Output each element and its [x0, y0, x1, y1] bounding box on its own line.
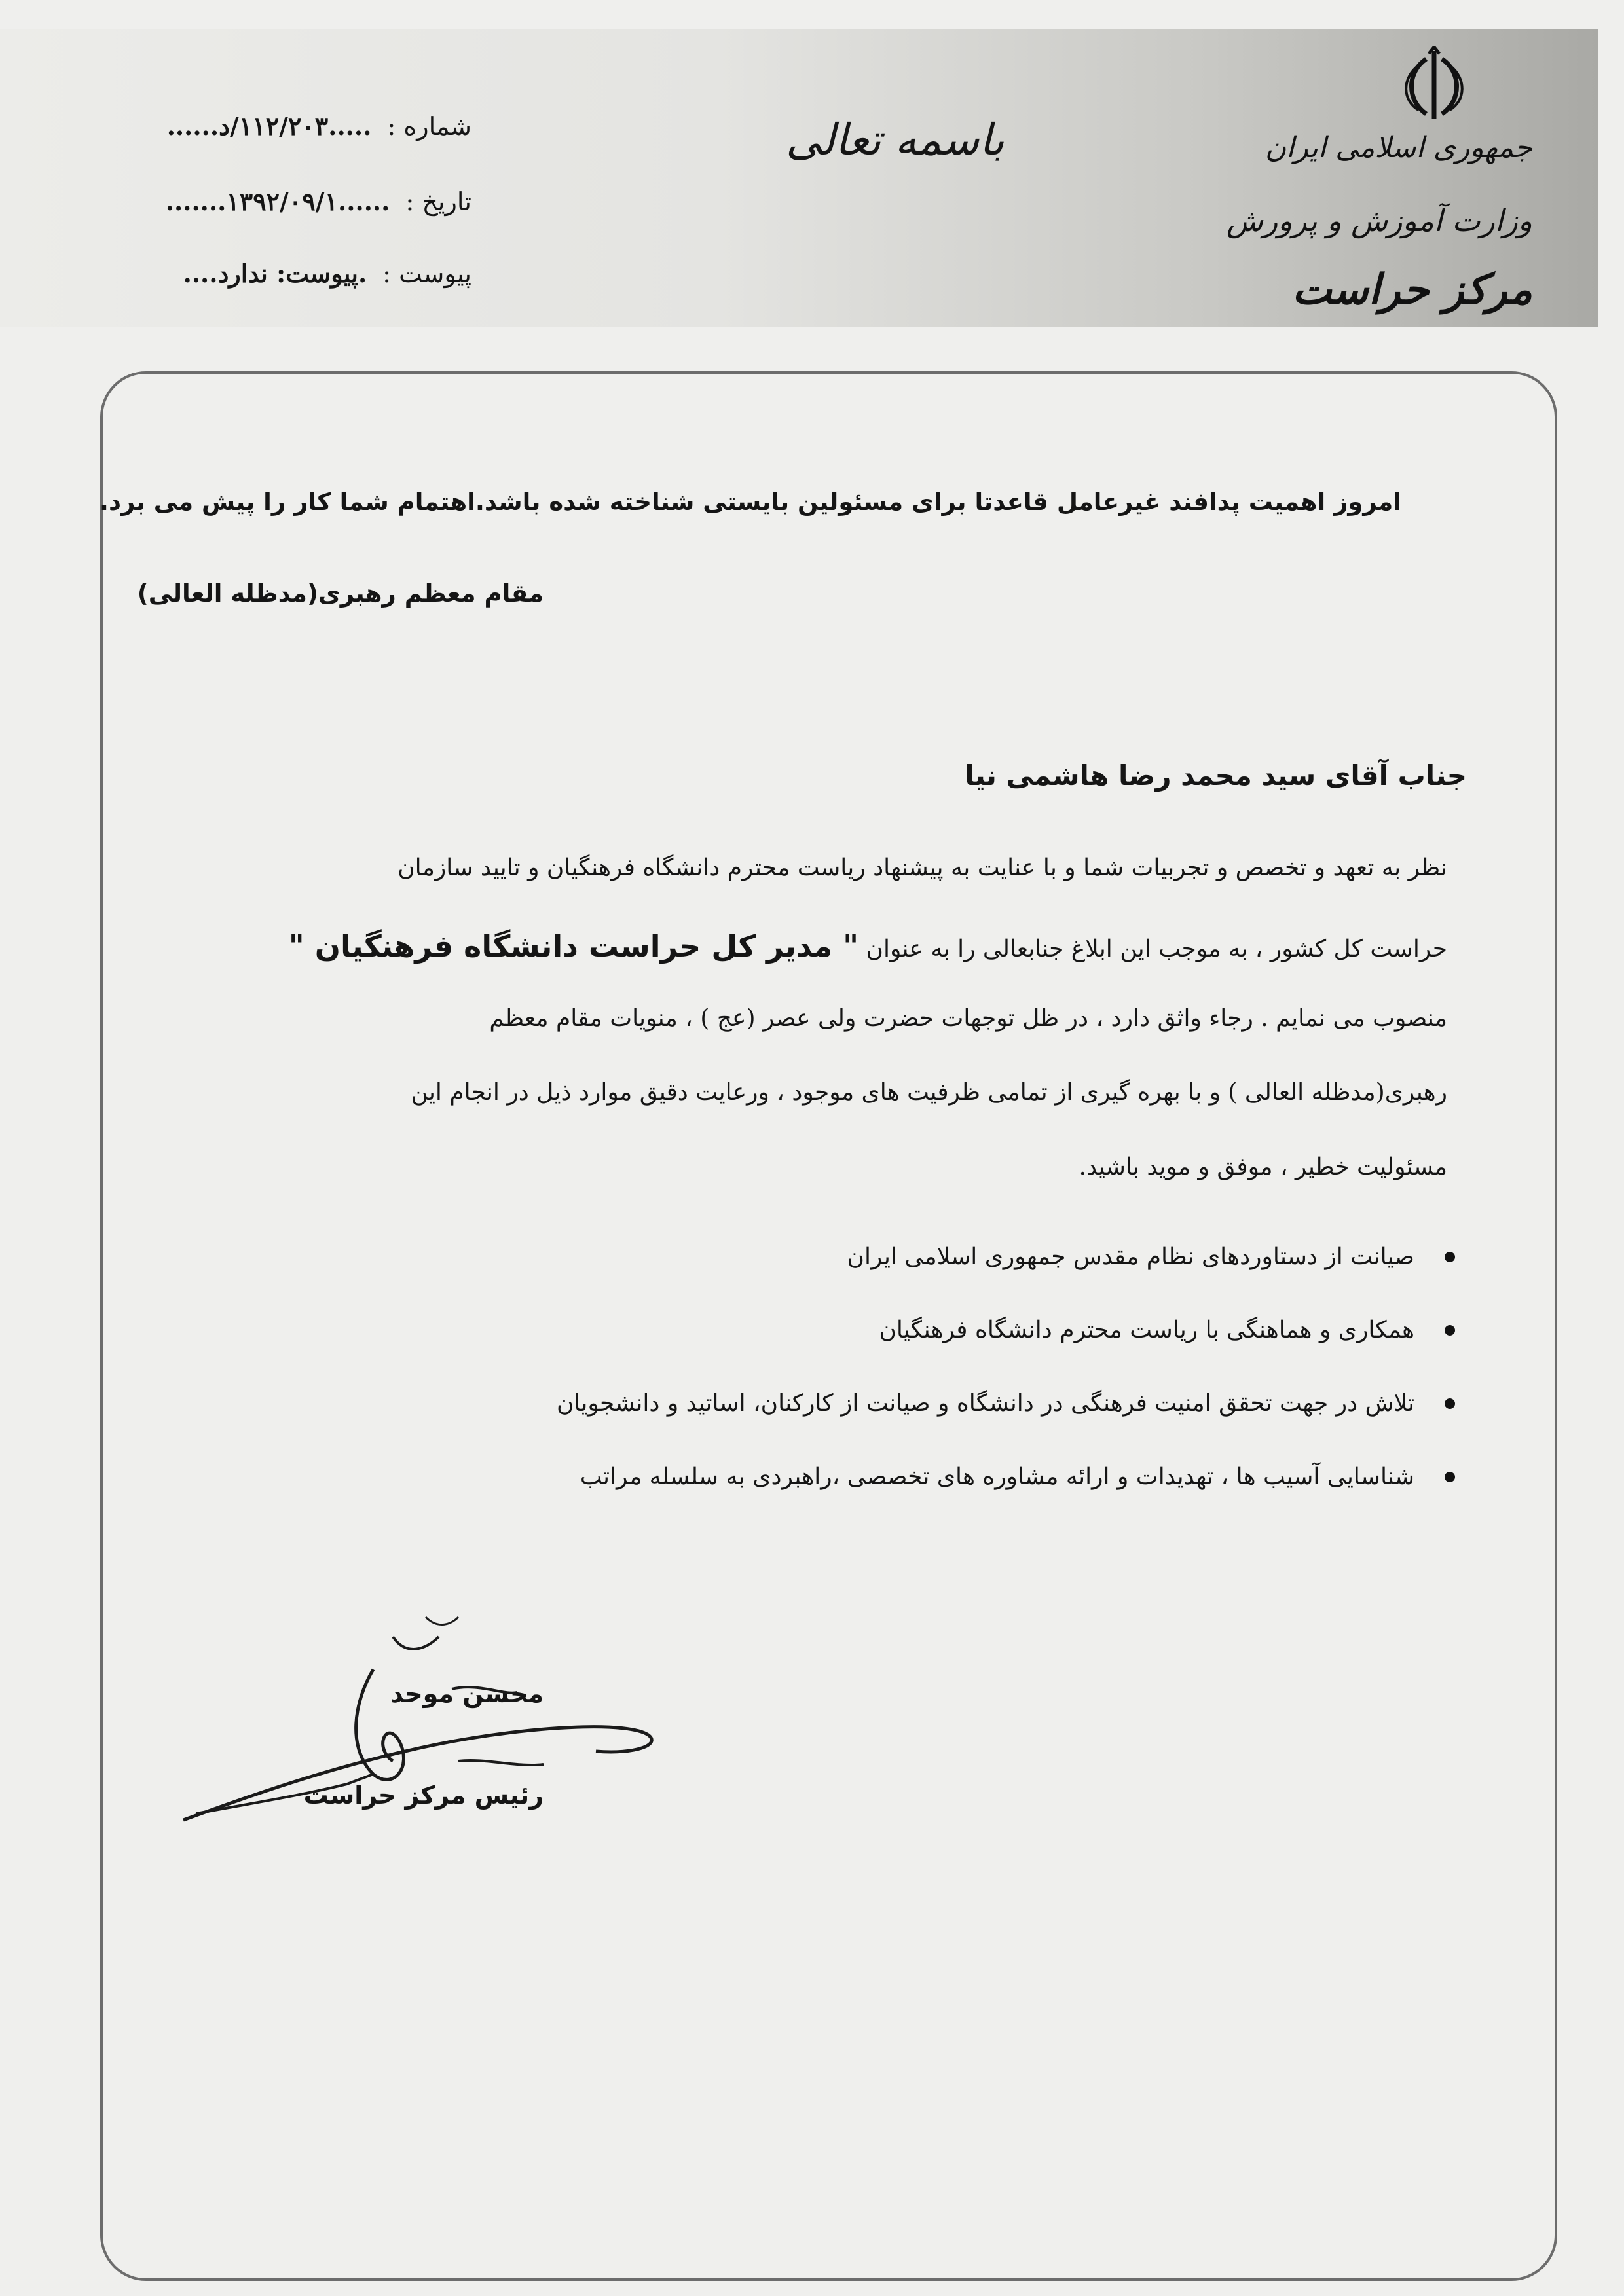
org-republic-name: جمهوری اسلامی ایران	[1264, 131, 1532, 164]
list-item: صیانت از دستاوردهای نظام مقدس جمهوری اسلامی ایران	[301, 1237, 1447, 1311]
paragraph-line	[289, 928, 1447, 964]
quote-source: مقام معظم رهبری(مدظله العالی)	[137, 579, 544, 608]
paragraph-line: رهبری(مدظله العالی ) و با بهره گیری از تمامی ظرفیت های موجود ، ورعایت دقیق موارد ذیل در انجام این	[411, 1079, 1447, 1106]
duties-list	[301, 1237, 1447, 1531]
letter-date	[144, 187, 471, 216]
paragraph-line: منصوب می نمایم . رجاء واثق دارد ، در ظل توجهات حضرت ولی عصر (عج ) ، منویات مقام معظم	[489, 1005, 1447, 1032]
paragraph-text: حراست کل کشور ، به موجب این ابلاغ جنابعالی را به عنوان	[866, 936, 1447, 962]
number-label: شماره :	[387, 112, 471, 141]
appointment-title: " مدیر کل حراست دانشگاه فرهنگیان "	[288, 928, 859, 964]
addressee: جناب آقای سید محمد رضا هاشمی نیا	[965, 759, 1467, 792]
letter-attachment	[144, 259, 471, 288]
attachment-label: پیوست :	[382, 259, 471, 288]
bullet-icon	[1445, 1472, 1455, 1482]
letter-number	[144, 111, 471, 141]
leader-quote: امروز اهمیت پدافند غیرعامل قاعدتا برای مسئولین بایستی شناخته شده باشد.اهتمام شما کار را پیش می برد.	[99, 488, 1401, 516]
org-center-name: مرکز حراست	[1292, 265, 1532, 314]
signatory-name: محسن موحد	[390, 1679, 544, 1708]
bullet-icon	[1445, 1325, 1455, 1336]
signatory-title: رئیس مرکز حراست	[303, 1781, 544, 1810]
list-item: تلاش در جهت تحقق امنیت فرهنگی در دانشگاه و صیانت از کارکنان، اساتید و دانشجویان	[301, 1384, 1447, 1457]
attachment-value: .پیوست: ندارد....	[183, 259, 367, 288]
bullet-icon	[1445, 1398, 1455, 1409]
bismillah-heading: باسمه تعالی	[786, 115, 1005, 165]
paragraph-line: نظر به تعهد و تخصص و تجربیات شما و با عنایت به پیشنهاد ریاست محترم دانشگاه فرهنگیان و تایید سازمان	[397, 854, 1447, 881]
number-value: .....۱۱۲/۲۰۳/د......	[166, 111, 372, 141]
bullet-icon	[1445, 1252, 1455, 1262]
paragraph-line: مسئولیت خطیر ، موفق و موید باشید.	[1079, 1154, 1447, 1180]
date-value: ......۱۳۹۲/۰۹/۱.......	[165, 187, 390, 216]
handwritten-signature	[177, 1597, 688, 1859]
list-item: همکاری و هماهنگی با ریاست محترم دانشگاه فرهنگیان	[301, 1311, 1447, 1384]
date-label: تاریخ :	[405, 187, 471, 216]
org-ministry-name: وزارت آموزش و پرورش	[1226, 203, 1532, 238]
emblem-icon	[1395, 46, 1473, 124]
list-item: شناسایی آسیب ها ، تهدیدات و ارائه مشاوره های تخصصی ،راهبردی به سلسله مراتب	[301, 1457, 1447, 1531]
